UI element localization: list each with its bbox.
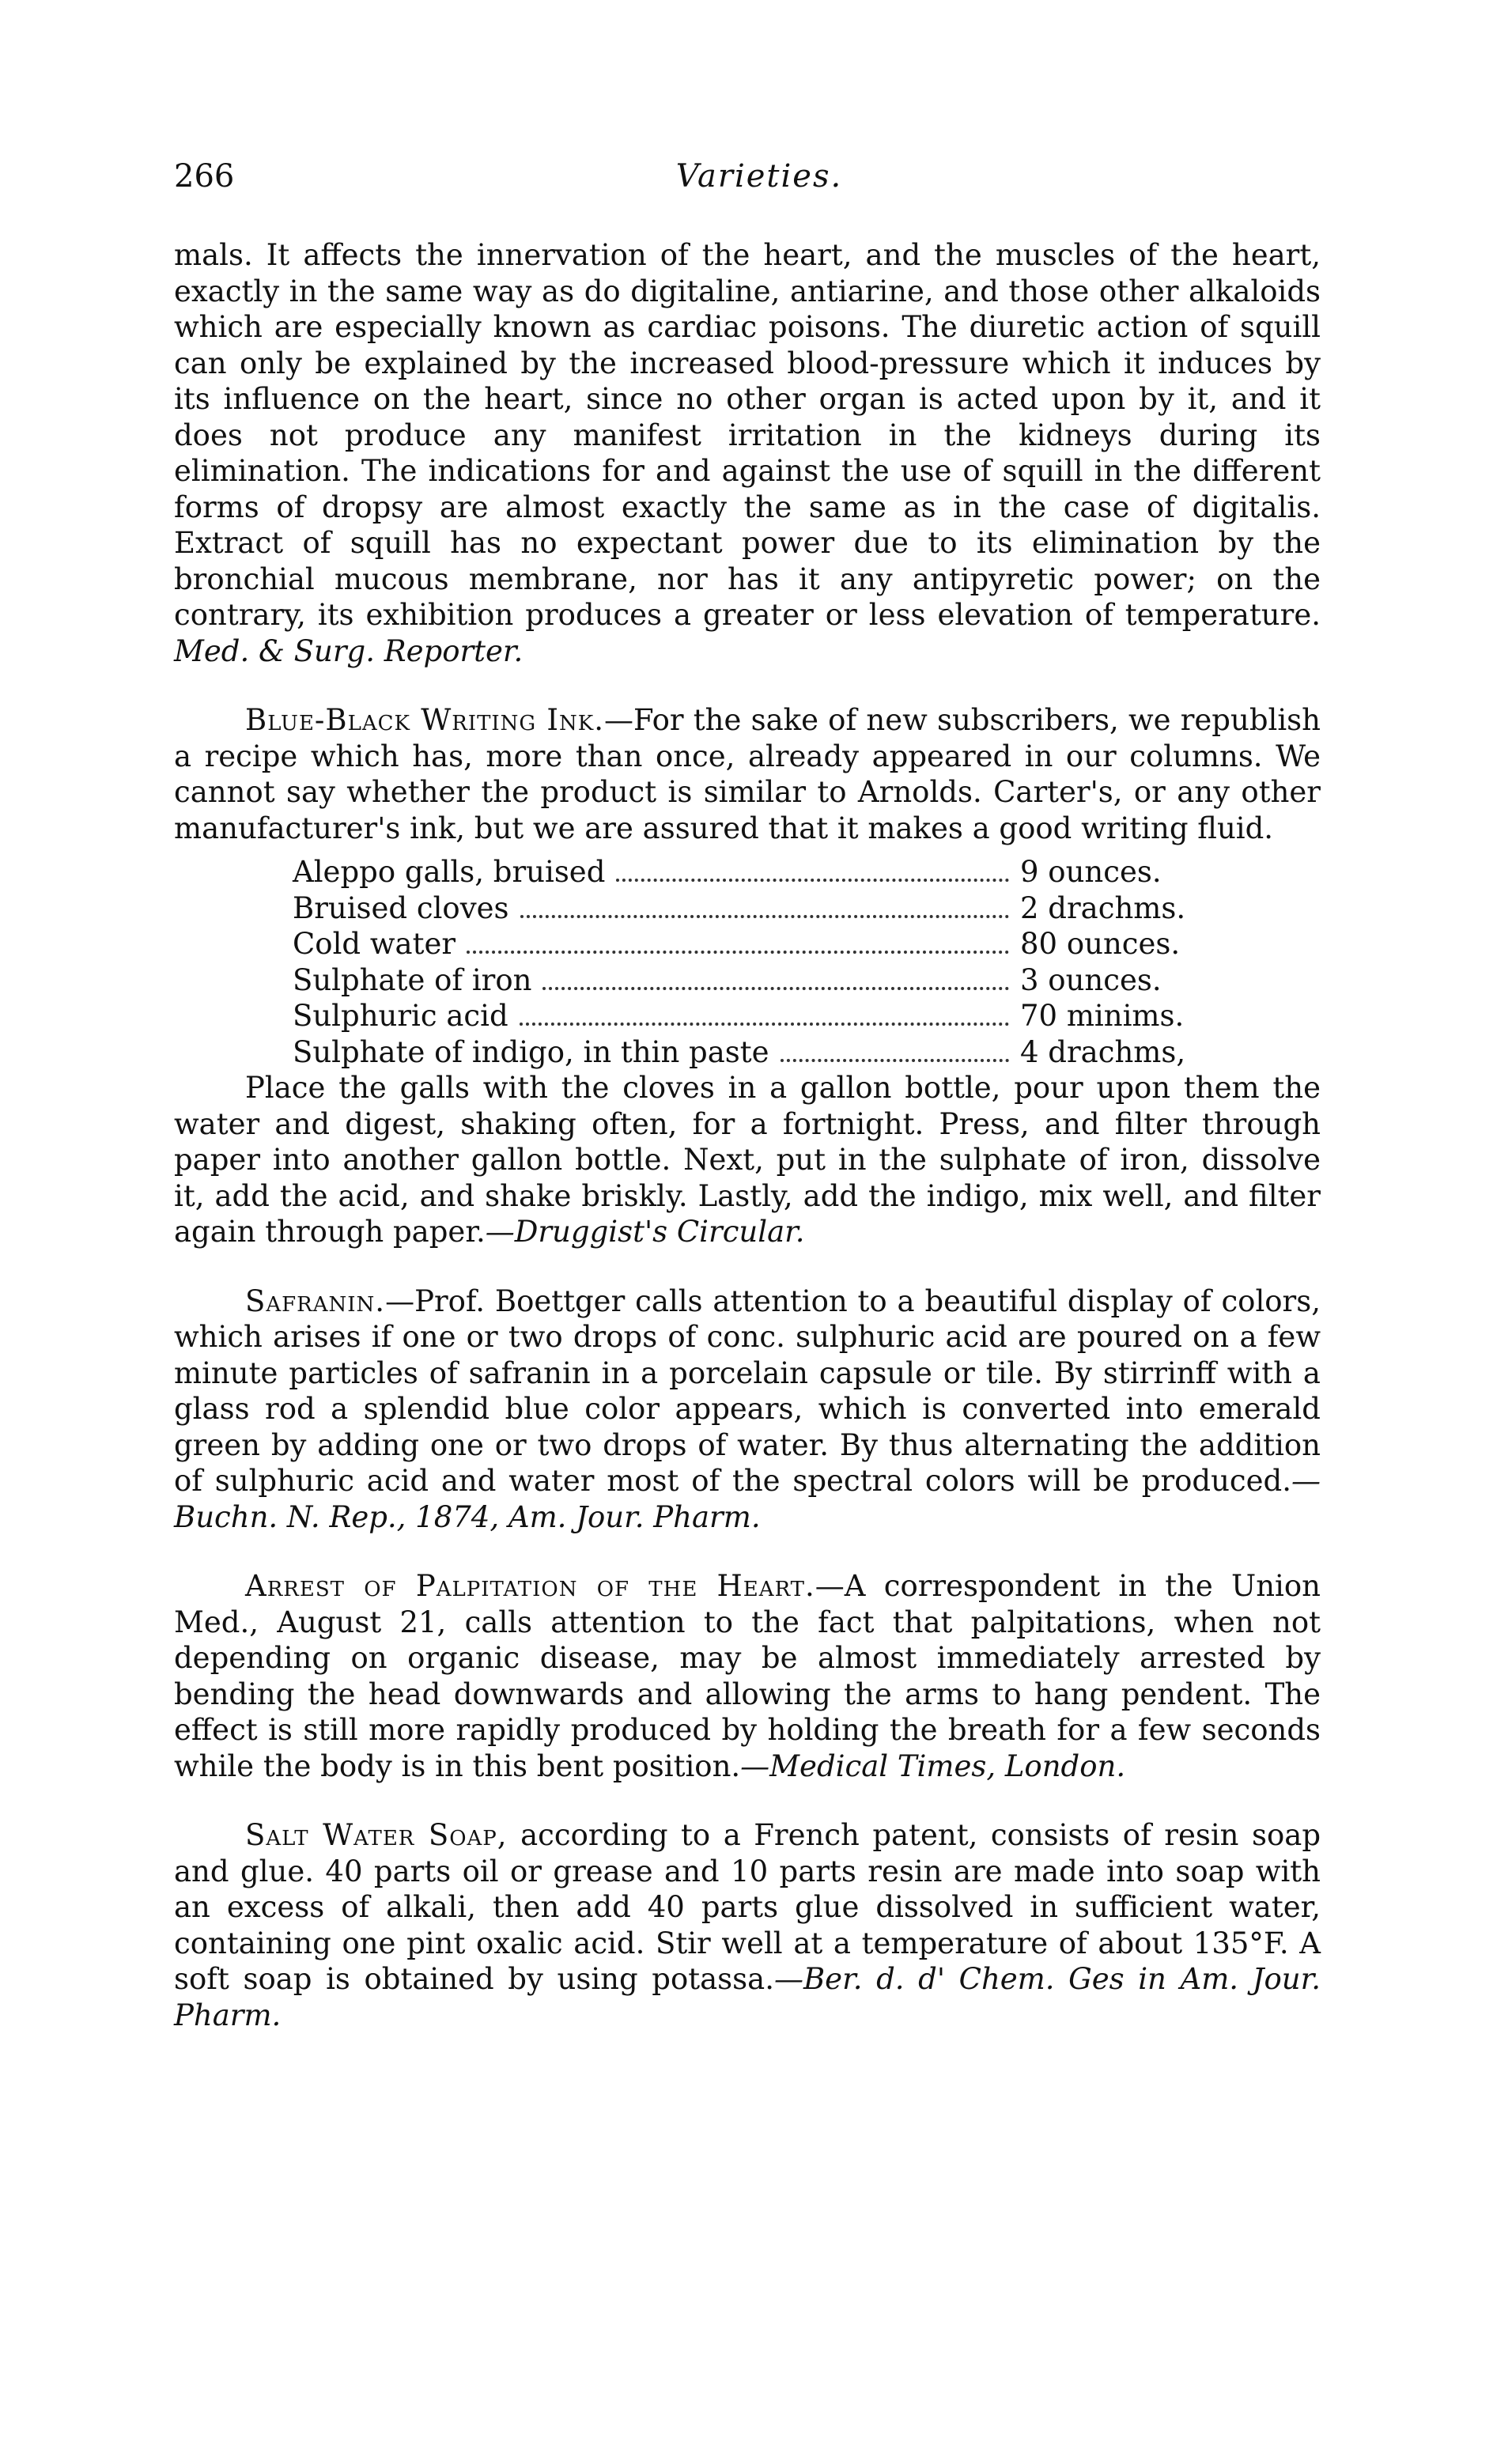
running-title: Varieties.: [675, 158, 843, 195]
recipe-row: [293, 926, 1202, 962]
article-salt-water-soap: [174, 1817, 1321, 2033]
recipe-quantity: 2 drachms.: [1020, 890, 1186, 925]
paragraph: [174, 1070, 1321, 1250]
article-source: Med. & Surg. Reporter.: [174, 633, 524, 668]
article-title: Salt Water Soap,: [245, 1818, 508, 1852]
recipe-quantity: 80 ounces.: [1020, 927, 1181, 961]
article-source: —Medical Times, London.: [740, 1748, 1126, 1783]
recipe-ingredient: Sulphuric acid: [293, 999, 508, 1033]
article-squill: [174, 237, 1321, 669]
article-text: —For the sake of new subscribers, we republish a recipe which has, more than once, already appeared in our columns. We cannot say whether the product is similar to Arnolds. Carter's, or any other manufacturer's ink, but we are assured that it makes a good writing fluid.: [174, 703, 1321, 845]
article-source: —Buchn. N. Rep., 1874, Am. Jour. Pharm.: [174, 1464, 1321, 1534]
recipe-row: [293, 1034, 1202, 1071]
article-title: Blue-Black Writing Ink.: [245, 703, 604, 737]
paragraph: [174, 702, 1321, 846]
dot-leader: [616, 872, 1009, 882]
article-title: Arrest of Palpitation of the Heart.: [245, 1569, 815, 1603]
article-blue-black-ink: [174, 702, 1321, 1250]
dot-leader: [781, 1053, 1009, 1062]
recipe-ingredient: Sulphate of indigo, in thin paste: [293, 1034, 769, 1069]
page-header: [174, 158, 1344, 206]
recipe-list: [293, 854, 1202, 1070]
recipe-quantity: 70 minims.: [1020, 999, 1185, 1033]
dot-leader: [520, 1016, 1009, 1026]
paragraph: [174, 1817, 1321, 2033]
article-palpitation: [174, 1568, 1321, 1784]
article-text: mals. It affects the innervation of the heart, and the muscles of the heart, exactly in the same way as do digitaline, antiarine, and those other alkaloids which are especially known as cardiac poisons. The diuretic action of squill can only be explained by the increased blood-pressure which it induces by its influence on the heart, since no other organ is acted upon by it, and it does not produce any manifest irritation in the kidneys during its elimination. The indications for and against the use of squill in the different forms of dropsy are almost exactly the same as in the case of digitalis. Extract of squill has no expectant power due to its elimination by the bronchial mucous membrane, nor has it any antipyretic power; on the contrary, its exhibition produces a greater or less elevation of temperature.: [174, 238, 1321, 632]
recipe-ingredient: Cold water: [293, 927, 456, 961]
dot-leader: [520, 909, 1010, 918]
recipe-quantity: 9 ounces.: [1020, 855, 1162, 889]
page-number: 266: [174, 158, 235, 195]
page-body: [174, 237, 1321, 2066]
article-text: —A correspondent in the Union Med., August 21, calls attention to the fact that palpitations, when not depending on organic disease, may be almost immediately arrested by bending the head downwards and allowing the arms to hang pendent. The effect is still more rapidly produced by holding the breath for a few seconds while the body is in this bent position.: [174, 1569, 1321, 1783]
dot-leader: [467, 944, 1009, 954]
dot-leader: [542, 981, 1009, 990]
article-text: according to a French patent, consists of resin soap and glue. 40 parts oil or grease and 10 parts resin are made into soap with an excess of alkali, then add 40 parts glue dissolved in sufficient water, containing one pint oxalic acid. Stir well at a temperature of about 135°F. A soft soap is obtained by using potassa.: [174, 1818, 1321, 1996]
recipe-quantity: 3 ounces.: [1020, 962, 1162, 997]
paragraph: [174, 1283, 1321, 1536]
article-safranin: [174, 1283, 1321, 1536]
recipe-row: [293, 890, 1202, 927]
article-text: —Prof. Boettger calls attention to a beautiful display of colors, which arises if one or two drops of conc. sulphuric acid are poured on a few minute particles of safranin in a porcelain capsule or tile. By stirrinff with a glass rod a splendid blue color appears, which is converted into emerald green by adding one or two drops of water. By thus alternating the addition of sulphuric acid and water most of the spectral colors will be produced.: [174, 1283, 1321, 1498]
recipe-ingredient: Sulphate of iron: [293, 962, 532, 997]
article-source: —Ber. d. d' Chem. Ges in Am. Jour. Pharm.: [174, 1962, 1321, 2032]
recipe-row: [293, 854, 1202, 890]
recipe-row: [293, 998, 1202, 1034]
recipe-row: [293, 962, 1202, 999]
paragraph: [174, 237, 1321, 669]
recipe-quantity: 4 drachms,: [1020, 1034, 1186, 1069]
recipe-ingredient: Aleppo galls, bruised: [293, 855, 606, 889]
article-source: —Druggist's Circular.: [485, 1215, 805, 1249]
article-title: Safranin.: [245, 1283, 386, 1318]
article-text: Place the galls with the cloves in a gallon bottle, pour upon them the water and digest, shaking often, for a fortnight. Press, and filter through paper into another gallon bottle. Next, put in the sulphate of iron, dissolve it, add the acid, and shake briskly. Lastly, add the indigo, mix well, and filter again through paper.: [174, 1071, 1321, 1249]
recipe-ingredient: Bruised cloves: [293, 890, 509, 925]
paragraph: [174, 1568, 1321, 1784]
